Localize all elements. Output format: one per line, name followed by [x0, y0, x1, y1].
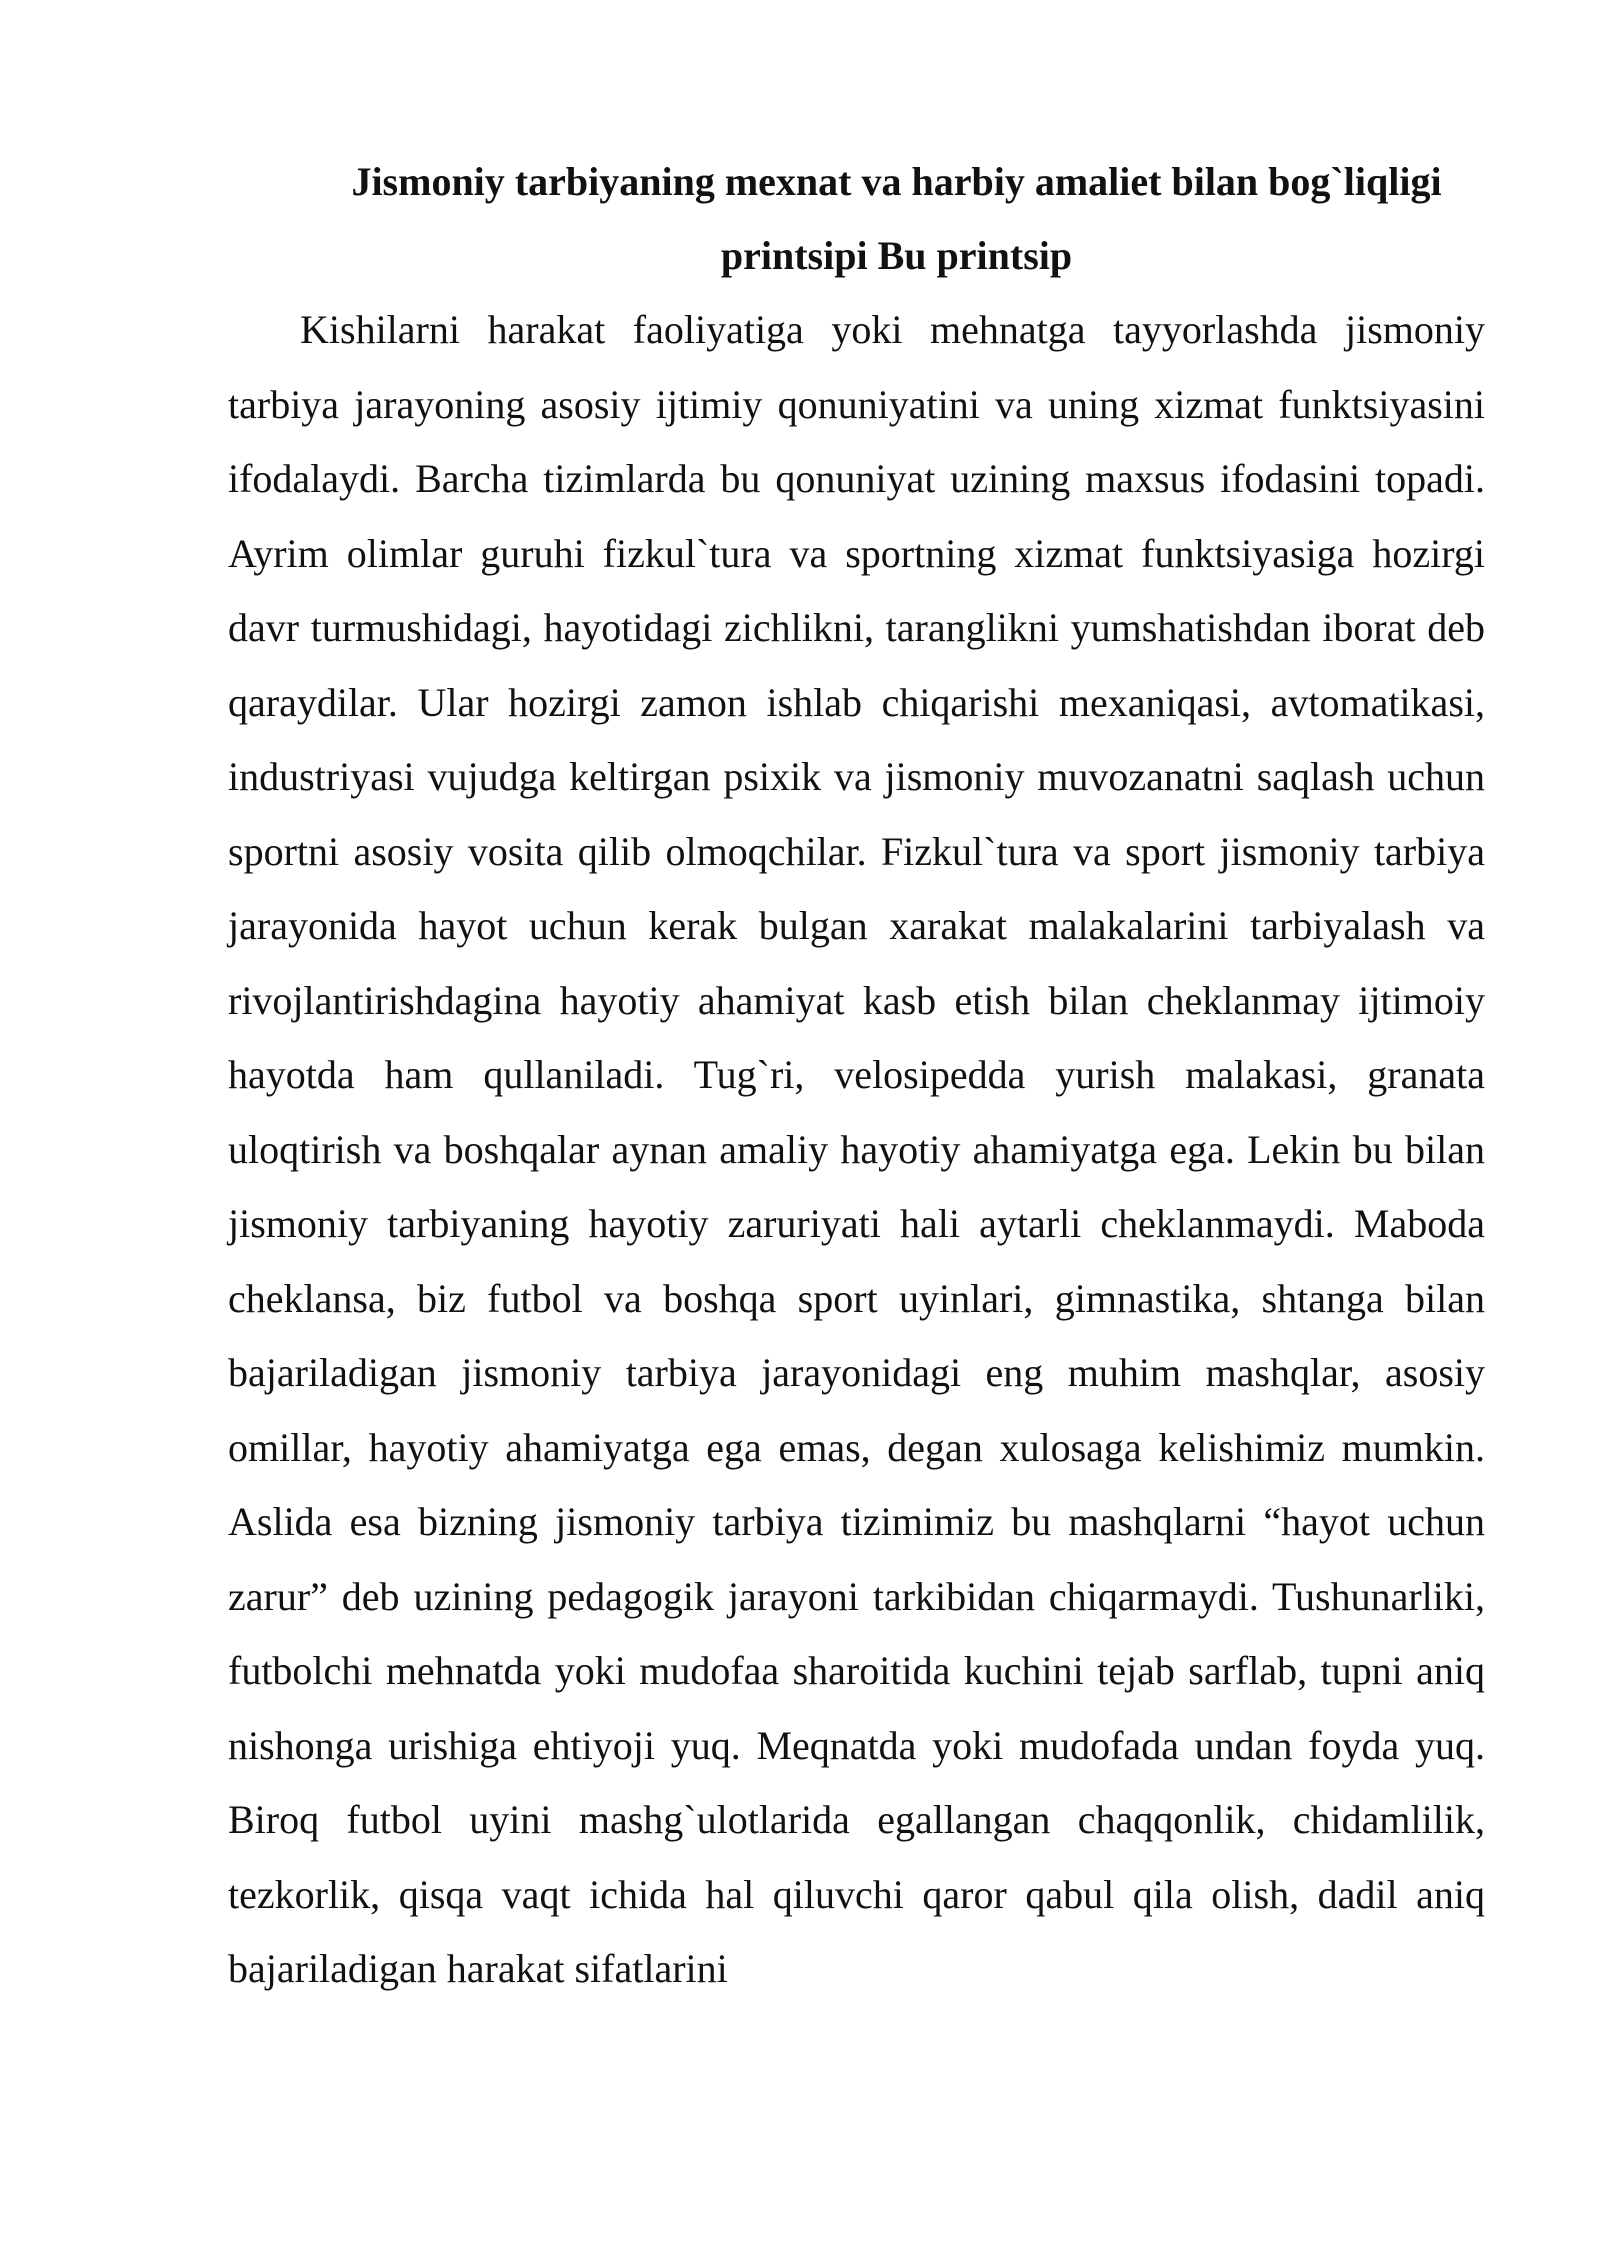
document-title: Jismoniy tarbiyaning mexnat va harbiy amaliet bilan bog`liqligi printsipi Bu printsip: [351, 159, 1442, 278]
document-content: [228, 145, 1485, 2007]
body-paragraph: Kishilarni harakat faoliyatiga yoki mehnatga tayyorlashda jismoniy tarbiya jarayoning asosiy ijtimiy qonuniyatini va uning xizmat funktsiyasini ifodalaydi. Barcha tizimlarda bu qonuniyat uzining maxsus ifodasini topadi. Ayrim olimlar guruhi fizkul`tura va sportning xizmat funktsiyasiga hozirgi davr turmushidagi, hayotidagi zichlikni, taranglikni yumshatishdan iborat deb qaraydilar. Ular hozirgi zamon ishlab chiqarishi mexaniqasi, avtomatikasi, industriyasi vujudga keltirgan psixik va jismoniy muvozanatni saqlash uchun sportni asosiy vosita qilib olmoqchilar. Fizkul`tura va sport jismoniy tarbiya jarayonida hayot uchun kerak bulgan xarakat malakalarini tarbiyalash va rivojlantirishdagina hayotiy ahamiyat kasb etish bilan cheklanmay ijtimoiy hayotda ham qullaniladi. Tug`ri, velosipedda yurish malakasi, granata uloqtirish va boshqalar aynan amaliy hayotiy ahamiyatga ega. Lekin bu bilan jismoniy tarbiyaning hayotiy zaruriyati hali aytarli cheklanmaydi. Maboda cheklansa, biz futbol va boshqa sport uyinlari, gimnastika, shtanga bilan bajariladigan jismoniy tarbiya jarayonidagi eng muhim mashqlar, asosiy omillar, hayotiy ahamiyatga ega emas, degan xulosaga kelishimiz mumkin. Aslida esa bizning jismoniy tarbiya tizimimiz bu mashqlarni “hayot uchun zarur” deb uzining pedagogik jarayoni tarkibidan chiqarmaydi. Tushunarliki, futbolchi mehnatda yoki mudofaa sharoitida kuchini tejab sarflab, tupni aniq nishonga urishiga ehtiyoji yuq. Meqnatda yoki mudofada undan foyda yuq. Biroq futbol uyini mashg`ulotlarida egallangan chaqqonlik, chidamlilik, tezkorlik, qisqa vaqt ichida hal qiluvchi qaror qabul qila olish, dadil aniq bajariladigan harakat sifatlarini: [228, 307, 1485, 1991]
